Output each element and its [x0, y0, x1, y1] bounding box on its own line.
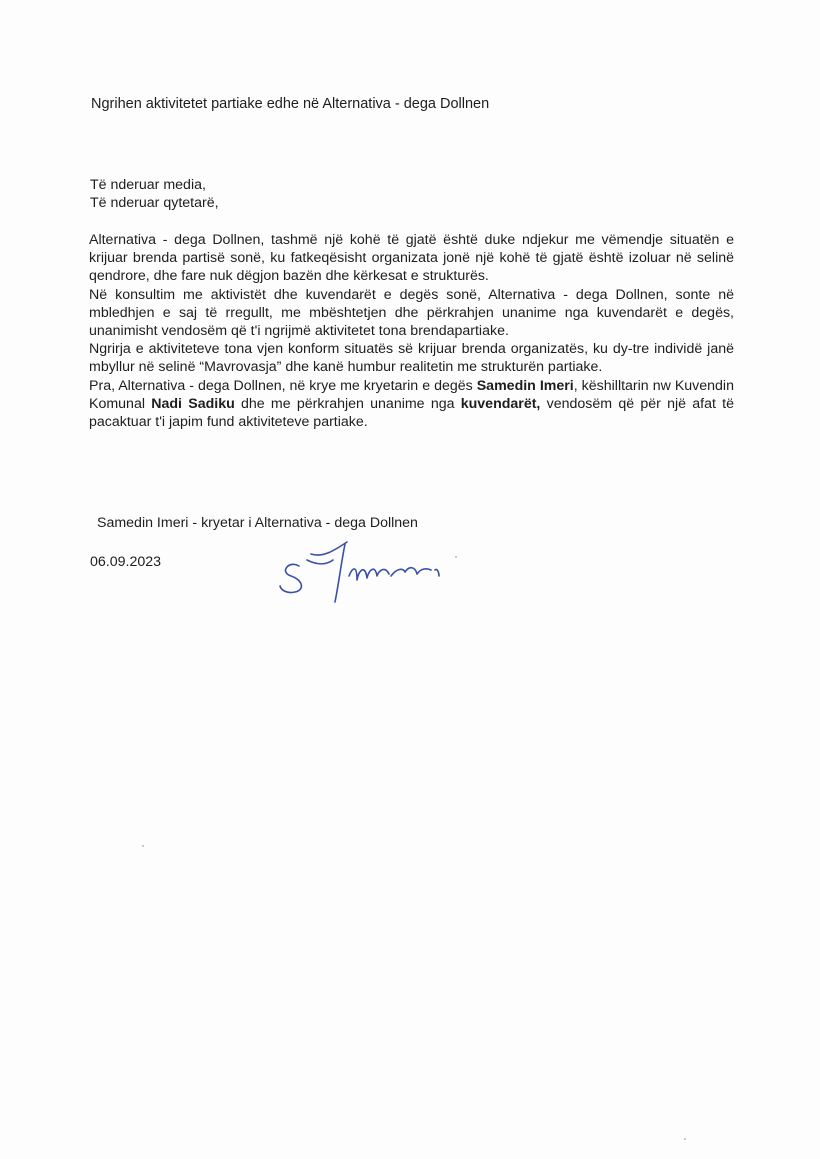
greeting-line-citizens: Të nderuar qytetarë,	[90, 195, 219, 211]
decision-text-4: vendosëm që për një afat të pacaktuar t'i japim fund aktiviteteve partiake.	[89, 395, 735, 431]
decision-text-3: dhe me përkrahjen unanime nga	[234, 395, 461, 412]
leader-name: Samedin Imeri	[476, 377, 574, 394]
greeting	[90, 176, 219, 212]
signature-strokes	[280, 542, 439, 602]
document-title: Ngrihen aktivitetet partiake edhe në Alternativa - dega Dollnen	[91, 96, 490, 112]
paragraph-situation: Alternativa - dega Dollnen, tashmë një kohë të gjatë është duke ndjekur me vëmendje situatën e krijuar brenda partisë sonë, ku fatkeqësisht organizata jonë një kohë të gjatë është izoluar në selinë qendrore, dhe fare nuk dëgjon bazën dhe kërkesat e strukturës.	[89, 232, 734, 285]
scan-speck	[684, 1138, 686, 1140]
decision-text-2: , këshilltarin nw Kuvendin Komunal	[89, 377, 734, 412]
signature-stroke-m	[349, 569, 389, 580]
document-date: 06.09.2023	[90, 554, 162, 570]
scan-speck	[142, 845, 144, 847]
paragraph-decision	[89, 377, 734, 432]
signature-stroke-dash	[307, 560, 333, 564]
signature-stroke-i	[335, 544, 345, 602]
signature-stroke-r	[391, 568, 431, 576]
letter-body	[89, 231, 734, 431]
signature-stroke-i2	[435, 569, 439, 576]
signature-stroke-s	[280, 564, 301, 592]
signature-stroke-tail	[311, 542, 347, 555]
paragraph-freeze-reason: Ngrirja e aktiviteteve tona vjen konform situatës së krijuar brenda organizatës, ku dy-tre individë janë mbyllur në selinë “Mavrovasja” dhe kanë humbur realitetin me strukturën partiake.	[89, 341, 734, 376]
ink-speck	[455, 556, 457, 558]
paragraph-consultation: Në konsultim me aktivistët dhe kuvendarët e degës sonë, Alternativa - dega Dollnen, sonte në mbledhjen e saj të rregullt, me mbështetjen dhe përkrahjen unanime nga kuvendarët e degës, unanimisht vendosëm që t'i ngrijmë aktivitetet tona brendapartiake.	[89, 286, 734, 340]
signatory-line: Samedin Imeri - kryetar i Alternativa - dega Dollnen	[97, 515, 418, 531]
decision-text-1: Pra, Alternativa - dega Dollnen, në krye me kryetarin e degës	[89, 377, 477, 394]
delegates-word: kuvendarët,	[460, 395, 541, 412]
councillor-name: Nadi Sadiku	[151, 395, 235, 412]
handwritten-signature	[275, 530, 465, 605]
greeting-line-media: Të nderuar media,	[90, 177, 206, 193]
